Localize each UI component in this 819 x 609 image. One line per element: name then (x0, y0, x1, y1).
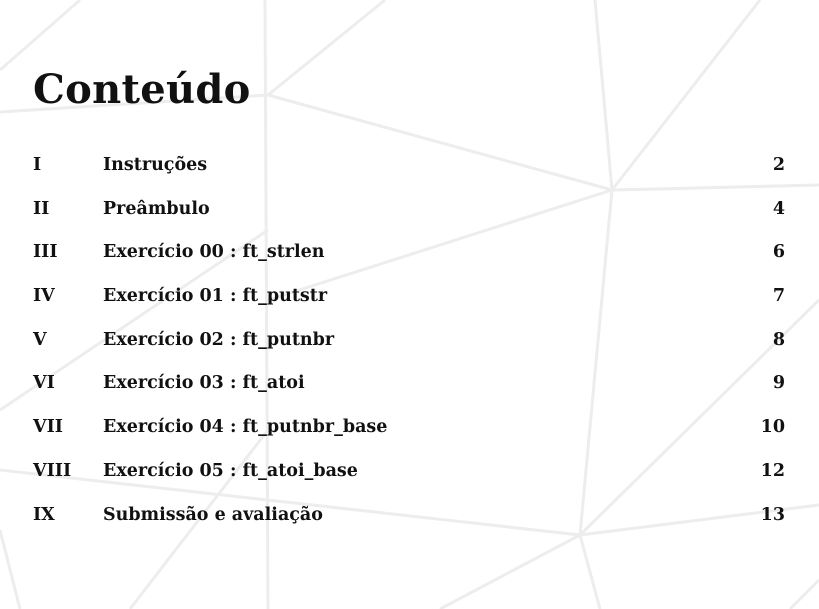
toc-entry-number: IV (33, 286, 55, 307)
toc-entry-exercicio-05[interactable] (33, 458, 785, 502)
toc-entry-label: Exercício 05 : ft_atoi_base (103, 460, 358, 481)
toc-entry-page: 12 (760, 460, 785, 481)
toc-entry-exercicio-03[interactable] (33, 370, 785, 414)
toc-entry-page: 6 (772, 242, 785, 263)
toc-entry-number: IX (33, 504, 55, 525)
toc-entry-label: Exercício 04 : ft_putnbr_base (103, 417, 388, 438)
toc-entry-number: III (33, 242, 58, 263)
toc-entry-page: 4 (772, 198, 785, 219)
toc-entry-page: 8 (772, 329, 785, 350)
toc-entry-page: 10 (760, 417, 785, 438)
toc-entry-number: V (33, 329, 47, 350)
toc-entry-label: Instruções (103, 155, 208, 175)
toc-entry-submissao[interactable] (33, 502, 785, 546)
toc-entry-page: 13 (760, 504, 785, 525)
toc-entry-number: II (33, 198, 50, 219)
toc-entry-number: VII (33, 417, 63, 438)
toc-entry-number: VI (33, 373, 55, 394)
toc-entry-label: Exercício 02 : ft_putnbr (103, 329, 335, 350)
toc-entry-exercicio-04[interactable] (33, 414, 785, 458)
toc-entry-page: 9 (772, 373, 785, 394)
toc-entry-exercicio-02[interactable] (33, 327, 785, 371)
toc-entry-page: 7 (772, 286, 785, 307)
toc-entry-preambulo[interactable] (33, 196, 785, 240)
toc-entry-exercicio-01[interactable] (33, 283, 785, 327)
toc-entry-label: Exercício 03 : ft_atoi (103, 373, 305, 394)
toc-entry-instrucoes[interactable] (33, 152, 785, 196)
toc-entry-label: Exercício 00 : ft_strlen (103, 242, 325, 263)
toc-entry-page: 2 (772, 155, 785, 175)
toc-entry-label: Exercício 01 : ft_putstr (103, 286, 328, 307)
toc-entry-exercicio-00[interactable] (33, 239, 785, 283)
page-title: Conteúdo (33, 66, 251, 113)
toc-entry-label: Preâmbulo (103, 198, 210, 219)
toc-entry-number: VIII (33, 460, 72, 481)
toc-list (33, 152, 785, 545)
toc-entry-label: Submissão e avaliação (103, 504, 323, 525)
toc-entry-number: I (33, 155, 42, 175)
